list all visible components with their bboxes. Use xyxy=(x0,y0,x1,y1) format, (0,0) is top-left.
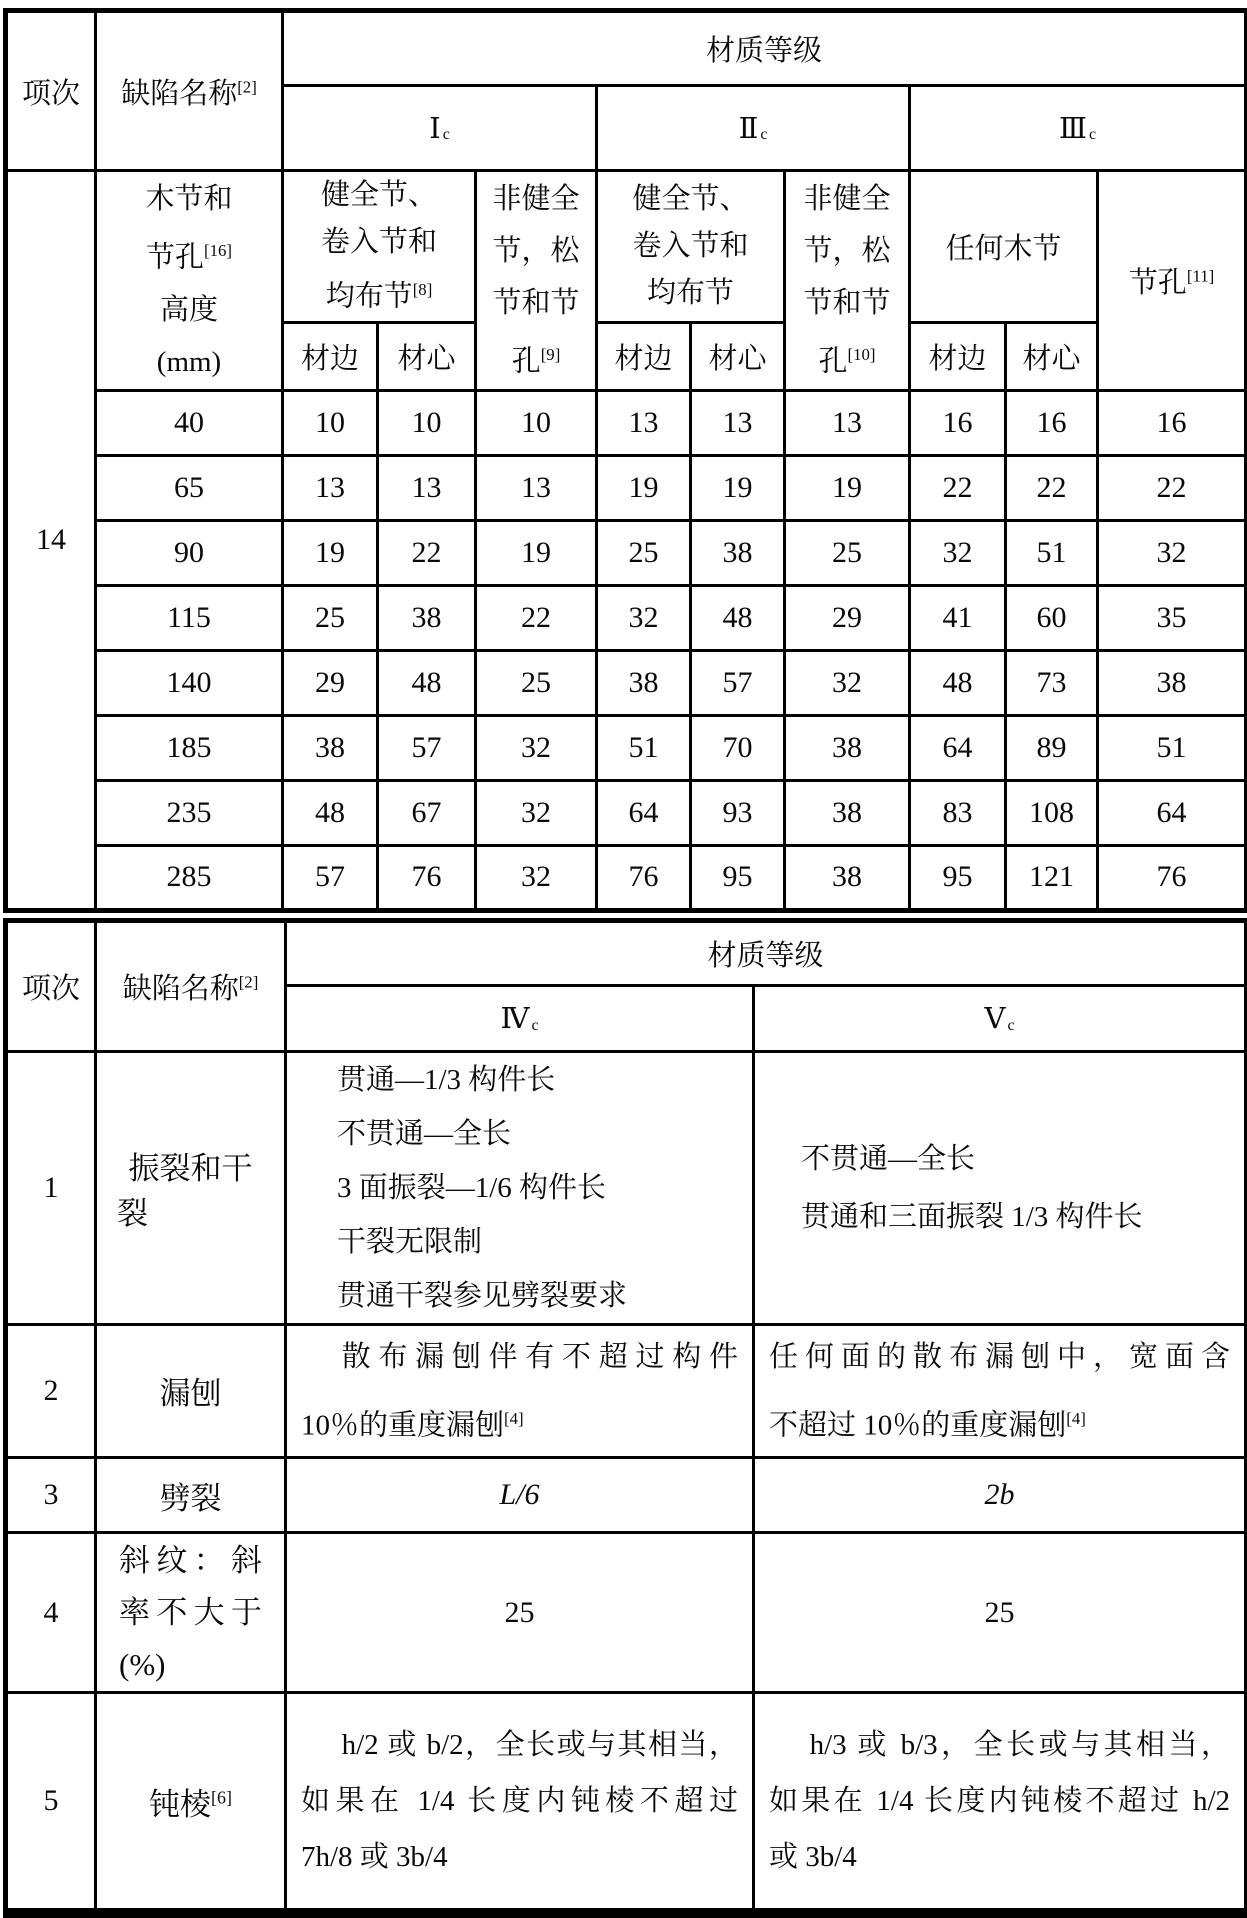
unsound-knot-footnote-10: [10] xyxy=(847,345,876,364)
footnote-4: [4] xyxy=(1066,1408,1086,1428)
heart-header: 材心 xyxy=(1006,322,1098,390)
value-cell: 32 xyxy=(1098,520,1247,585)
value-cell: 32 xyxy=(476,845,597,910)
defect-name-cell: 劈裂 xyxy=(96,1458,286,1533)
value-cell: 95 xyxy=(691,845,785,910)
value-cell: 13 xyxy=(691,390,785,455)
knot-height-line1: 木节和 xyxy=(145,183,233,215)
value-cell: 22 xyxy=(378,520,476,585)
item-number: 14 xyxy=(36,522,66,556)
table-row-65 xyxy=(6,455,1247,520)
value-cell: 76 xyxy=(1098,845,1247,910)
value-cell: 19 xyxy=(785,455,910,520)
table-row-checks xyxy=(6,1051,1247,1324)
grade4-limit-cell: 散布漏刨伴有不超过构件 10％的重度漏刨[4] xyxy=(286,1324,754,1458)
value-cell: 38 xyxy=(785,845,910,910)
value-cell: 25 xyxy=(785,520,910,585)
value-cell: 38 xyxy=(785,780,910,845)
sound-knot-header-2c: 健全节、 卷入节和 均布节 xyxy=(597,171,785,323)
value-cell: 22 xyxy=(1098,455,1247,520)
value-cell: 51 xyxy=(1098,715,1247,780)
value-cell: 19 xyxy=(283,520,378,585)
footnote-4: [4] xyxy=(504,1408,524,1428)
defect-header-cell xyxy=(96,11,283,171)
height-cell: 90 xyxy=(96,520,283,585)
value-cell: 108 xyxy=(1006,780,1098,845)
table-row-slope-of-grain xyxy=(6,1533,1247,1693)
value-cell: 76 xyxy=(597,845,691,910)
grade5-limit-cell: 任何面的散布漏刨中，宽面含 不超过 10％的重度漏刨[4] xyxy=(754,1324,1247,1458)
value-cell: 73 xyxy=(1006,650,1098,715)
item-no-cell: 3 xyxy=(6,1458,96,1533)
defect-header-label: 缺陷名称 xyxy=(122,972,239,1005)
table-row-285 xyxy=(6,845,1247,910)
value-cell: 25 xyxy=(597,520,691,585)
item-header-label: 项次 xyxy=(21,77,80,110)
value-cell: 64 xyxy=(597,780,691,845)
value-cell: 64 xyxy=(1098,780,1247,845)
value-cell: 48 xyxy=(910,650,1006,715)
value-cell: 25 xyxy=(476,650,597,715)
grade-3c-label: Ⅲ xyxy=(1059,112,1087,145)
grade4-limit-cell: 贯通—1/3 构件长 不贯通—全长 3 面振裂—1/6 构件长 干裂无限制 贯通干裂参见劈裂要求 xyxy=(286,1051,754,1324)
value-cell: 93 xyxy=(691,780,785,845)
knot-height-header-cell xyxy=(96,171,283,391)
value-cell: 48 xyxy=(283,780,378,845)
heart-header: 材心 xyxy=(691,322,785,390)
height-cell: 185 xyxy=(96,715,283,780)
value-cell: 13 xyxy=(476,455,597,520)
item-no-cell: 2 xyxy=(6,1324,96,1458)
unsound-knot-header-1c: 非健全 节，松 节和节 孔[9] xyxy=(476,171,597,391)
value-cell: 38 xyxy=(378,585,476,650)
value-cell: 51 xyxy=(597,715,691,780)
value-cell: 16 xyxy=(1098,390,1247,455)
value-cell: 13 xyxy=(597,390,691,455)
grade-header-cell xyxy=(283,11,1247,86)
value-cell: 121 xyxy=(1006,845,1098,910)
grade-header-label: 材质等级 xyxy=(707,939,824,972)
grade5-limit-cell: h/3 或 b/3，全长或与其相当， 如果在 1/4 长度内钝棱不超过 h/2 或 3b/4 xyxy=(754,1693,1247,1913)
grade-4c-label: Ⅳ xyxy=(500,1002,530,1035)
grade-1c-sub: c xyxy=(442,126,450,144)
value-cell: 25 xyxy=(283,585,378,650)
item-number-cell xyxy=(6,171,96,911)
height-cell: 235 xyxy=(96,780,283,845)
table-row-115 xyxy=(6,585,1247,650)
grade4-limit-cell: h/2 或 b/2，全长或与其相当， 如果在 1/4 长度内钝棱不超过 7h/8 或 3b/4 xyxy=(286,1693,754,1913)
item-header-label: 项次 xyxy=(21,972,80,1005)
value-cell: 19 xyxy=(476,520,597,585)
grade-5c-sub: c xyxy=(1007,1016,1015,1034)
value-cell: 76 xyxy=(378,845,476,910)
sound-knot-footnote-8: [8] xyxy=(412,280,433,299)
value-cell: 38 xyxy=(1098,650,1247,715)
grade-header-cell xyxy=(286,920,1247,985)
knot-hole-header-3c: 节孔[11] xyxy=(1098,171,1247,391)
defect-header-footnote: [2] xyxy=(237,76,257,96)
defect-name-cell: 漏刨 xyxy=(96,1324,286,1458)
item-no-cell: 4 xyxy=(6,1533,96,1693)
knot-hole-footnote-11: [11] xyxy=(1186,266,1215,286)
item-no-cell: 1 xyxy=(6,1051,96,1324)
value-cell: 32 xyxy=(476,780,597,845)
grade-2c-cell xyxy=(597,86,910,171)
height-cell: 65 xyxy=(96,455,283,520)
table-row-split xyxy=(6,1458,1247,1533)
grade-2c-label: Ⅱ xyxy=(738,112,759,145)
value-cell: 16 xyxy=(910,390,1006,455)
value-cell: 48 xyxy=(378,650,476,715)
value-cell: 60 xyxy=(1006,585,1098,650)
value-cell: 29 xyxy=(283,650,378,715)
value-cell: 32 xyxy=(785,650,910,715)
defect-name-cell: 钝棱[6] xyxy=(96,1693,286,1913)
table-row-skip-planing xyxy=(6,1324,1247,1458)
value-cell: 70 xyxy=(691,715,785,780)
value-cell: 89 xyxy=(1006,715,1098,780)
table-row-235 xyxy=(6,780,1247,845)
value-cell: 83 xyxy=(910,780,1006,845)
grade-5c-label: Ⅴ xyxy=(984,1002,1006,1035)
grade-2c-sub: c xyxy=(760,126,768,144)
knot-height-unit: (mm) xyxy=(156,345,222,378)
edge-header: 材边 xyxy=(283,322,378,390)
table-row-40 xyxy=(6,390,1247,455)
table1-header-row1 xyxy=(6,11,1247,86)
knot-height-line2: 节孔[16] xyxy=(145,241,233,274)
value-cell: 13 xyxy=(785,390,910,455)
value-cell: 19 xyxy=(597,455,691,520)
grade5-limit-cell: 不贯通—全长 贯通和三面振裂 1/3 构件长 xyxy=(754,1051,1247,1324)
value-cell: 64 xyxy=(910,715,1006,780)
grade5-limit-cell: 2b xyxy=(754,1458,1247,1533)
grade5-limit-cell: 25 xyxy=(754,1533,1247,1693)
value-cell: 16 xyxy=(1006,390,1098,455)
value-cell: 13 xyxy=(283,455,378,520)
any-knot-header-3c: 任何木节 xyxy=(910,171,1098,323)
table1-subheader-row xyxy=(6,171,1247,323)
sound-knot-header-1c: 健全节、 卷入节和 均布节[8] xyxy=(283,171,476,323)
value-cell: 10 xyxy=(476,390,597,455)
value-cell: 32 xyxy=(597,585,691,650)
heart-header: 材心 xyxy=(378,322,476,390)
value-cell: 29 xyxy=(785,585,910,650)
value-cell: 38 xyxy=(785,715,910,780)
grade-3c-cell xyxy=(910,86,1247,171)
wane-footnote-6: [6] xyxy=(211,1787,232,1808)
height-cell: 140 xyxy=(96,650,283,715)
value-cell: 41 xyxy=(910,585,1006,650)
value-cell: 22 xyxy=(476,585,597,650)
value-cell: 51 xyxy=(1006,520,1098,585)
table-row-90 xyxy=(6,520,1247,585)
table-row-185 xyxy=(6,715,1247,780)
unsound-knot-header-2c: 非健全 节，松 节和节 孔[10] xyxy=(785,171,910,391)
knot-height-line3: 高度 xyxy=(159,293,218,326)
table1-knot-limits xyxy=(3,8,1247,913)
value-cell: 95 xyxy=(910,845,1006,910)
grade4-limit-cell: 25 xyxy=(286,1533,754,1693)
value-cell: 38 xyxy=(691,520,785,585)
item-header-cell xyxy=(6,11,96,171)
table2-defect-limits xyxy=(3,918,1247,1918)
value-cell: 67 xyxy=(378,780,476,845)
value-cell: 57 xyxy=(378,715,476,780)
value-cell: 32 xyxy=(910,520,1006,585)
height-cell: 40 xyxy=(96,390,283,455)
value-cell: 48 xyxy=(691,585,785,650)
knot-height-footnote: [16] xyxy=(204,241,233,260)
grade-3c-sub: c xyxy=(1088,126,1097,144)
grade-1c-label: Ⅰ xyxy=(429,112,441,145)
value-cell: 10 xyxy=(283,390,378,455)
item-no-cell: 5 xyxy=(6,1693,96,1913)
defect-name-cell: 振裂和干 裂 xyxy=(96,1051,286,1324)
value-cell: 57 xyxy=(691,650,785,715)
value-cell: 32 xyxy=(476,715,597,780)
value-cell: 38 xyxy=(597,650,691,715)
edge-header: 材边 xyxy=(597,322,691,390)
value-cell: 22 xyxy=(910,455,1006,520)
height-cell: 285 xyxy=(96,845,283,910)
value-cell: 57 xyxy=(283,845,378,910)
table-row-wane xyxy=(6,1693,1247,1913)
grade-4c-sub: c xyxy=(531,1016,539,1034)
grade-header-label: 材质等级 xyxy=(706,35,823,67)
height-cell: 115 xyxy=(96,585,283,650)
table-row-140 xyxy=(6,650,1247,715)
defect-header-footnote: [2] xyxy=(238,972,259,991)
grade4-limit-cell: L/6 xyxy=(286,1458,754,1533)
defect-header-label: 缺陷名称 xyxy=(121,77,238,110)
grade-1c-cell xyxy=(283,86,597,171)
item-header-cell xyxy=(6,920,96,1051)
defect-name-cell: 斜纹：斜 率不大于 (%) xyxy=(96,1533,286,1693)
grade-4c-cell xyxy=(286,985,754,1051)
value-cell: 19 xyxy=(691,455,785,520)
value-cell: 38 xyxy=(283,715,378,780)
value-cell: 35 xyxy=(1098,585,1247,650)
defect-header-cell xyxy=(96,920,286,1051)
edge-header: 材边 xyxy=(910,322,1006,390)
table2-header-row1 xyxy=(6,920,1247,985)
value-cell: 22 xyxy=(1006,455,1098,520)
unsound-knot-footnote-9: [9] xyxy=(540,345,561,364)
value-cell: 10 xyxy=(378,390,476,455)
value-cell: 13 xyxy=(378,455,476,520)
grade-5c-cell xyxy=(754,985,1247,1051)
